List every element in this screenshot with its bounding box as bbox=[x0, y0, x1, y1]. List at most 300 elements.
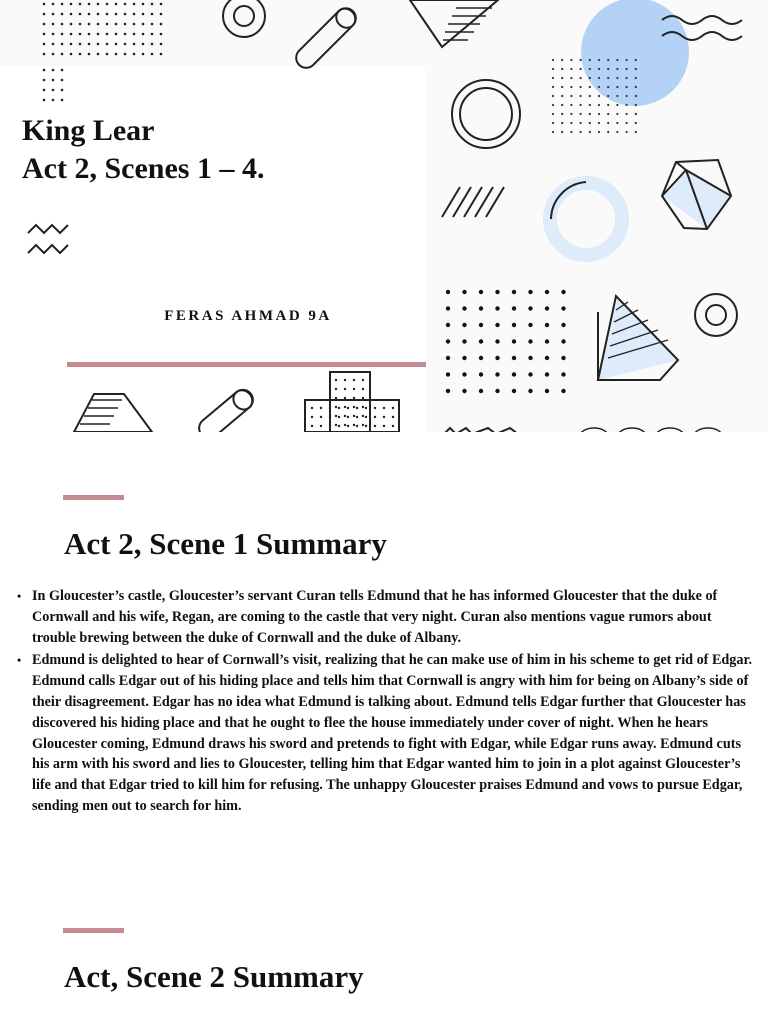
decor-dot bbox=[124, 43, 127, 46]
decor-dot bbox=[589, 104, 591, 106]
decor-dot bbox=[545, 306, 549, 310]
decor-dot bbox=[462, 372, 466, 376]
decor-dot bbox=[43, 43, 46, 46]
decor-dot bbox=[106, 3, 109, 6]
decor-dot bbox=[446, 356, 450, 360]
decor-dot bbox=[115, 23, 118, 26]
decor-dot bbox=[392, 407, 394, 409]
decor-dot bbox=[335, 415, 337, 417]
decor-dot bbox=[97, 43, 100, 46]
decor-dot bbox=[528, 389, 532, 393]
decor-dot bbox=[311, 407, 313, 409]
decor-dot bbox=[61, 33, 64, 36]
decor-dot bbox=[97, 33, 100, 36]
decor-dot bbox=[495, 339, 499, 343]
decor-dot bbox=[626, 113, 628, 115]
decor-dot bbox=[528, 323, 532, 327]
decor-dot bbox=[446, 339, 450, 343]
decor-dot bbox=[365, 425, 367, 427]
decor-dot bbox=[580, 59, 582, 61]
decor-dot bbox=[97, 53, 100, 56]
decor-dot bbox=[616, 59, 618, 61]
decor-dot bbox=[151, 13, 154, 16]
decor-dot bbox=[61, 13, 64, 16]
decor-dot bbox=[52, 99, 55, 102]
decor-dot bbox=[133, 43, 136, 46]
decor-dot bbox=[626, 77, 628, 79]
decor-dot bbox=[479, 372, 483, 376]
decor-dot bbox=[589, 59, 591, 61]
decor-dot bbox=[88, 13, 91, 16]
decor-dot bbox=[561, 290, 565, 294]
decor-dot bbox=[607, 122, 609, 124]
decor-dot bbox=[52, 53, 55, 56]
decor-dot bbox=[347, 416, 349, 418]
decor-dot bbox=[626, 68, 628, 70]
decor-dot bbox=[552, 86, 554, 88]
decor-dot bbox=[320, 425, 322, 427]
decor-dot bbox=[79, 43, 82, 46]
decor-dot bbox=[335, 397, 337, 399]
author-name: FERAS AHMAD 9A bbox=[164, 308, 332, 324]
decor-dot bbox=[52, 23, 55, 26]
decor-dot bbox=[362, 415, 364, 417]
decor-dot bbox=[552, 68, 554, 70]
decor-dot bbox=[545, 290, 549, 294]
decor-dot bbox=[616, 122, 618, 124]
decor-dot bbox=[43, 3, 46, 6]
decor-dot bbox=[61, 43, 64, 46]
decor-dot bbox=[528, 372, 532, 376]
decor-dot bbox=[635, 86, 637, 88]
decor-dot bbox=[512, 306, 516, 310]
decor-dot bbox=[462, 339, 466, 343]
decor-dot bbox=[142, 3, 145, 6]
decor-dot bbox=[160, 23, 163, 26]
decor-dot bbox=[446, 389, 450, 393]
decor-dot bbox=[616, 104, 618, 106]
decor-dot bbox=[106, 53, 109, 56]
slide-subtitle: Act 2, Scenes 1 – 4. bbox=[22, 152, 265, 185]
decor-dot bbox=[124, 3, 127, 6]
summary-slide-2 bbox=[0, 864, 768, 1024]
slide-title: King Lear bbox=[22, 114, 155, 147]
decor-dot bbox=[561, 95, 563, 97]
decor-dot bbox=[512, 356, 516, 360]
decor-dot bbox=[133, 53, 136, 56]
decor-dot bbox=[61, 3, 64, 6]
decor-dot bbox=[88, 33, 91, 36]
decor-dot bbox=[589, 113, 591, 115]
decor-dot bbox=[462, 356, 466, 360]
decor-dot bbox=[570, 68, 572, 70]
decor-dot bbox=[115, 3, 118, 6]
decor-dot bbox=[362, 397, 364, 399]
decor-dot bbox=[61, 53, 64, 56]
decor-dot bbox=[479, 389, 483, 393]
decor-dot bbox=[512, 323, 516, 327]
decor-dot bbox=[151, 33, 154, 36]
decor-dot bbox=[338, 416, 340, 418]
decor-dot bbox=[344, 415, 346, 417]
decor-dot bbox=[598, 95, 600, 97]
decor-dot bbox=[561, 131, 563, 133]
decor-dot bbox=[374, 416, 376, 418]
decor-dot bbox=[635, 77, 637, 79]
decor-dot bbox=[446, 290, 450, 294]
decor-dot bbox=[626, 59, 628, 61]
decor-dot bbox=[598, 113, 600, 115]
decor-dot bbox=[79, 3, 82, 6]
decor-dot bbox=[607, 113, 609, 115]
decor-dot bbox=[392, 425, 394, 427]
section-accent-bar bbox=[63, 928, 124, 933]
decor-dot bbox=[106, 13, 109, 16]
decor-dot bbox=[344, 379, 346, 381]
decor-dot bbox=[353, 397, 355, 399]
decor-dot bbox=[383, 425, 385, 427]
decor-dot bbox=[52, 89, 55, 92]
decor-dot bbox=[580, 68, 582, 70]
decor-dot bbox=[580, 86, 582, 88]
decor-dot bbox=[61, 79, 64, 82]
decor-dot bbox=[580, 77, 582, 79]
decor-dot bbox=[124, 33, 127, 36]
decor-dot bbox=[607, 104, 609, 106]
decor-dot bbox=[446, 372, 450, 376]
decor-dot bbox=[570, 104, 572, 106]
decor-dot bbox=[561, 372, 565, 376]
decor-dot bbox=[580, 104, 582, 106]
decor-dot bbox=[365, 416, 367, 418]
decor-dot bbox=[115, 53, 118, 56]
decor-dot bbox=[383, 407, 385, 409]
decor-dot bbox=[52, 79, 55, 82]
decor-dot bbox=[479, 290, 483, 294]
decor-dot bbox=[70, 33, 73, 36]
bullet-text: In Gloucester’s castle, Gloucester’s servant Curan tells Edmund that he has informed Gloucester that the duke of Cornwall and his wife, Regan, are coming to the castle that very night. Curan also mentions vague rumors about trouble brewing between the duke of Cornwall and the duke of Albany. bbox=[32, 588, 718, 646]
decor-dot bbox=[160, 33, 163, 36]
decor-dot bbox=[115, 43, 118, 46]
decor-dot bbox=[320, 416, 322, 418]
decor-dot bbox=[552, 113, 554, 115]
decor-dot bbox=[580, 131, 582, 133]
decor-dot bbox=[561, 113, 563, 115]
decor-dot bbox=[335, 379, 337, 381]
decor-dot bbox=[88, 3, 91, 6]
bullet-item bbox=[14, 586, 754, 648]
decor-dot bbox=[607, 59, 609, 61]
decor-dot bbox=[479, 356, 483, 360]
decor-dot bbox=[545, 372, 549, 376]
decor-dot bbox=[589, 68, 591, 70]
decor-dot bbox=[97, 23, 100, 26]
decor-dot bbox=[124, 23, 127, 26]
decor-dot bbox=[43, 33, 46, 36]
decor-dot bbox=[311, 425, 313, 427]
decor-dot bbox=[598, 104, 600, 106]
decor-dot bbox=[561, 59, 563, 61]
decor-dot bbox=[133, 23, 136, 26]
decor-dot bbox=[383, 416, 385, 418]
decor-dot bbox=[561, 68, 563, 70]
decor-dot bbox=[320, 407, 322, 409]
decor-dot bbox=[88, 53, 91, 56]
decor-dot bbox=[61, 89, 64, 92]
decor-dot bbox=[598, 122, 600, 124]
decor-dot bbox=[462, 389, 466, 393]
decor-dot bbox=[570, 95, 572, 97]
decor-dot bbox=[70, 53, 73, 56]
decor-dot bbox=[79, 13, 82, 16]
decor-dot bbox=[512, 339, 516, 343]
decor-dot bbox=[151, 3, 154, 6]
decor-dot bbox=[43, 23, 46, 26]
decor-dot bbox=[362, 424, 364, 426]
decor-dot bbox=[635, 95, 637, 97]
decor-dot bbox=[616, 95, 618, 97]
decor-dot bbox=[626, 95, 628, 97]
decor-dot bbox=[344, 406, 346, 408]
decor-dot bbox=[589, 77, 591, 79]
title-slide bbox=[0, 0, 768, 432]
decor-dot bbox=[561, 122, 563, 124]
decor-dot bbox=[362, 388, 364, 390]
decor-dot bbox=[43, 99, 46, 102]
decor-dot bbox=[616, 86, 618, 88]
decor-dot bbox=[329, 425, 331, 427]
decor-dot bbox=[635, 113, 637, 115]
decor-dot bbox=[589, 95, 591, 97]
decor-dot bbox=[344, 388, 346, 390]
decor-dot bbox=[570, 86, 572, 88]
decor-dot bbox=[545, 323, 549, 327]
decor-dot bbox=[52, 33, 55, 36]
decor-dot bbox=[392, 416, 394, 418]
summary-bullet-list bbox=[14, 586, 754, 819]
decor-dot bbox=[512, 290, 516, 294]
decor-dot bbox=[552, 59, 554, 61]
decor-dot bbox=[607, 77, 609, 79]
decor-dot bbox=[88, 23, 91, 26]
decor-dot bbox=[495, 290, 499, 294]
decor-dot bbox=[626, 104, 628, 106]
decor-dot bbox=[52, 13, 55, 16]
decor-dot bbox=[106, 43, 109, 46]
decor-dot bbox=[626, 86, 628, 88]
decor-dot bbox=[598, 86, 600, 88]
decor-dot bbox=[552, 122, 554, 124]
decor-dot bbox=[347, 425, 349, 427]
decor-dot bbox=[479, 339, 483, 343]
decor-dot bbox=[356, 407, 358, 409]
decor-dot bbox=[347, 407, 349, 409]
decor-dot bbox=[570, 131, 572, 133]
decor-dot bbox=[616, 68, 618, 70]
decor-dot bbox=[61, 23, 64, 26]
decor-dot bbox=[365, 407, 367, 409]
section-accent-bar bbox=[63, 495, 124, 500]
decor-dot bbox=[635, 131, 637, 133]
decor-dot bbox=[552, 131, 554, 133]
decor-dot bbox=[61, 99, 64, 102]
decor-dot bbox=[43, 13, 46, 16]
decor-dot bbox=[151, 53, 154, 56]
decor-dot bbox=[329, 416, 331, 418]
decor-dot bbox=[97, 3, 100, 6]
decor-dot bbox=[43, 89, 46, 92]
decor-dot bbox=[512, 372, 516, 376]
decor-dot bbox=[311, 416, 313, 418]
decor-dot bbox=[88, 43, 91, 46]
decor-dot bbox=[561, 86, 563, 88]
decor-dot bbox=[338, 407, 340, 409]
decor-dot bbox=[335, 406, 337, 408]
title-block bbox=[22, 112, 264, 188]
decor-dot bbox=[607, 131, 609, 133]
decor-dot bbox=[160, 53, 163, 56]
decor-dot bbox=[528, 306, 532, 310]
decor-dot bbox=[635, 59, 637, 61]
decor-dot bbox=[561, 306, 565, 310]
decor-dot bbox=[52, 3, 55, 6]
decor-dot bbox=[353, 424, 355, 426]
decor-dot bbox=[561, 323, 565, 327]
decor-dot bbox=[495, 372, 499, 376]
decor-dot bbox=[552, 95, 554, 97]
decor-dot bbox=[462, 290, 466, 294]
decor-dot bbox=[495, 389, 499, 393]
decor-dot bbox=[570, 59, 572, 61]
decor-dot bbox=[79, 53, 82, 56]
decor-dot bbox=[344, 397, 346, 399]
decor-dot bbox=[124, 13, 127, 16]
bullet-item bbox=[14, 650, 754, 816]
decor-dot bbox=[79, 33, 82, 36]
decor-dot bbox=[142, 53, 145, 56]
decor-dot bbox=[545, 389, 549, 393]
decor-dot bbox=[70, 3, 73, 6]
decor-dot bbox=[528, 339, 532, 343]
decor-dot bbox=[160, 13, 163, 16]
decor-dot bbox=[570, 122, 572, 124]
decor-dot bbox=[598, 68, 600, 70]
decor-dot bbox=[512, 389, 516, 393]
decor-dot bbox=[353, 415, 355, 417]
title-divider bbox=[67, 362, 426, 367]
decor-dot bbox=[607, 68, 609, 70]
decor-dot bbox=[552, 104, 554, 106]
decor-dot bbox=[329, 407, 331, 409]
decor-dot bbox=[106, 23, 109, 26]
decor-dot bbox=[79, 23, 82, 26]
decor-dot bbox=[338, 425, 340, 427]
decor-dot bbox=[142, 43, 145, 46]
decor-dot bbox=[635, 104, 637, 106]
decor-dot bbox=[335, 424, 337, 426]
decor-dot bbox=[545, 339, 549, 343]
geometric-decoration bbox=[0, 0, 768, 432]
decor-dot bbox=[142, 33, 145, 36]
decor-dot bbox=[97, 13, 100, 16]
decor-dot bbox=[124, 53, 127, 56]
decor-dot bbox=[133, 33, 136, 36]
decor-dot bbox=[545, 356, 549, 360]
decor-dot bbox=[570, 113, 572, 115]
summary-slide-1 bbox=[0, 432, 768, 864]
decor-dot bbox=[598, 59, 600, 61]
decor-dot bbox=[160, 43, 163, 46]
decor-dot bbox=[598, 77, 600, 79]
decor-dot bbox=[151, 23, 154, 26]
decor-dot bbox=[335, 388, 337, 390]
decor-dot bbox=[561, 389, 565, 393]
decor-dot bbox=[133, 3, 136, 6]
decor-dot bbox=[616, 77, 618, 79]
decor-dot bbox=[43, 53, 46, 56]
decor-dot bbox=[106, 33, 109, 36]
decor-dot bbox=[356, 416, 358, 418]
decor-dot bbox=[160, 3, 163, 6]
decor-dot bbox=[353, 388, 355, 390]
decor-dot bbox=[528, 290, 532, 294]
decor-dot bbox=[43, 69, 46, 72]
decor-dot bbox=[561, 339, 565, 343]
decor-dot bbox=[495, 356, 499, 360]
decor-dot bbox=[616, 113, 618, 115]
section-title: Act 2, Scene 1 Summary bbox=[64, 526, 387, 561]
decor-dot bbox=[70, 13, 73, 16]
decor-dot bbox=[570, 77, 572, 79]
section-title: Act, Scene 2 Summary bbox=[64, 959, 364, 994]
decor-dot bbox=[616, 131, 618, 133]
decor-dot bbox=[142, 13, 145, 16]
decor-dot bbox=[635, 68, 637, 70]
decor-dot bbox=[607, 86, 609, 88]
decor-dot bbox=[356, 425, 358, 427]
decor-dot bbox=[598, 131, 600, 133]
decor-dot bbox=[374, 425, 376, 427]
decor-dot bbox=[344, 424, 346, 426]
decor-dot bbox=[142, 23, 145, 26]
bullet-icon: • bbox=[17, 589, 22, 603]
decor-dot bbox=[528, 356, 532, 360]
decor-dot bbox=[626, 131, 628, 133]
decor-dot bbox=[52, 69, 55, 72]
decor-dot bbox=[362, 379, 364, 381]
decor-dot bbox=[589, 86, 591, 88]
bullet-text: Edmund is delighted to hear of Cornwall’s visit, realizing that he can make use of him in his scheme to get rid of Edgar. Edmund calls Edgar out of his hiding place and tells him that Cornwall is angry with him for being on Albany’s side of their disagreement. Edgar has no idea what Edmund is talking about. Edmund tells Edgar further that Gloucester has discovered his hiding place and that he ought to flee the house immediately under cover of night. When he hears Gloucester coming, Edmund draws his sword and pretends to fight with Edgar, while Edgar runs away. Edmund cuts his arm with his sword and lies to Gloucester, telling him that Edgar wanted him to join in a plot against Gloucester’s life and that Edgar tried to kill him for refusing. The unhappy Gloucester praises Edmund and vows to pursue Edgar, sending men out to search for him. bbox=[32, 652, 753, 814]
decor-dot bbox=[353, 406, 355, 408]
decor-dot bbox=[70, 43, 73, 46]
decor-dot bbox=[552, 77, 554, 79]
decor-dot bbox=[115, 13, 118, 16]
decor-dot bbox=[561, 77, 563, 79]
decor-dot bbox=[635, 122, 637, 124]
decor-dot bbox=[580, 122, 582, 124]
decor-dot bbox=[362, 406, 364, 408]
decor-dot bbox=[607, 95, 609, 97]
decor-dot bbox=[561, 104, 563, 106]
decor-dot bbox=[151, 43, 154, 46]
decor-dot bbox=[43, 79, 46, 82]
decor-dot bbox=[580, 113, 582, 115]
decor-dot bbox=[580, 95, 582, 97]
decor-dot bbox=[353, 379, 355, 381]
decor-dot bbox=[626, 122, 628, 124]
decor-dot bbox=[589, 131, 591, 133]
decor-dot bbox=[589, 122, 591, 124]
